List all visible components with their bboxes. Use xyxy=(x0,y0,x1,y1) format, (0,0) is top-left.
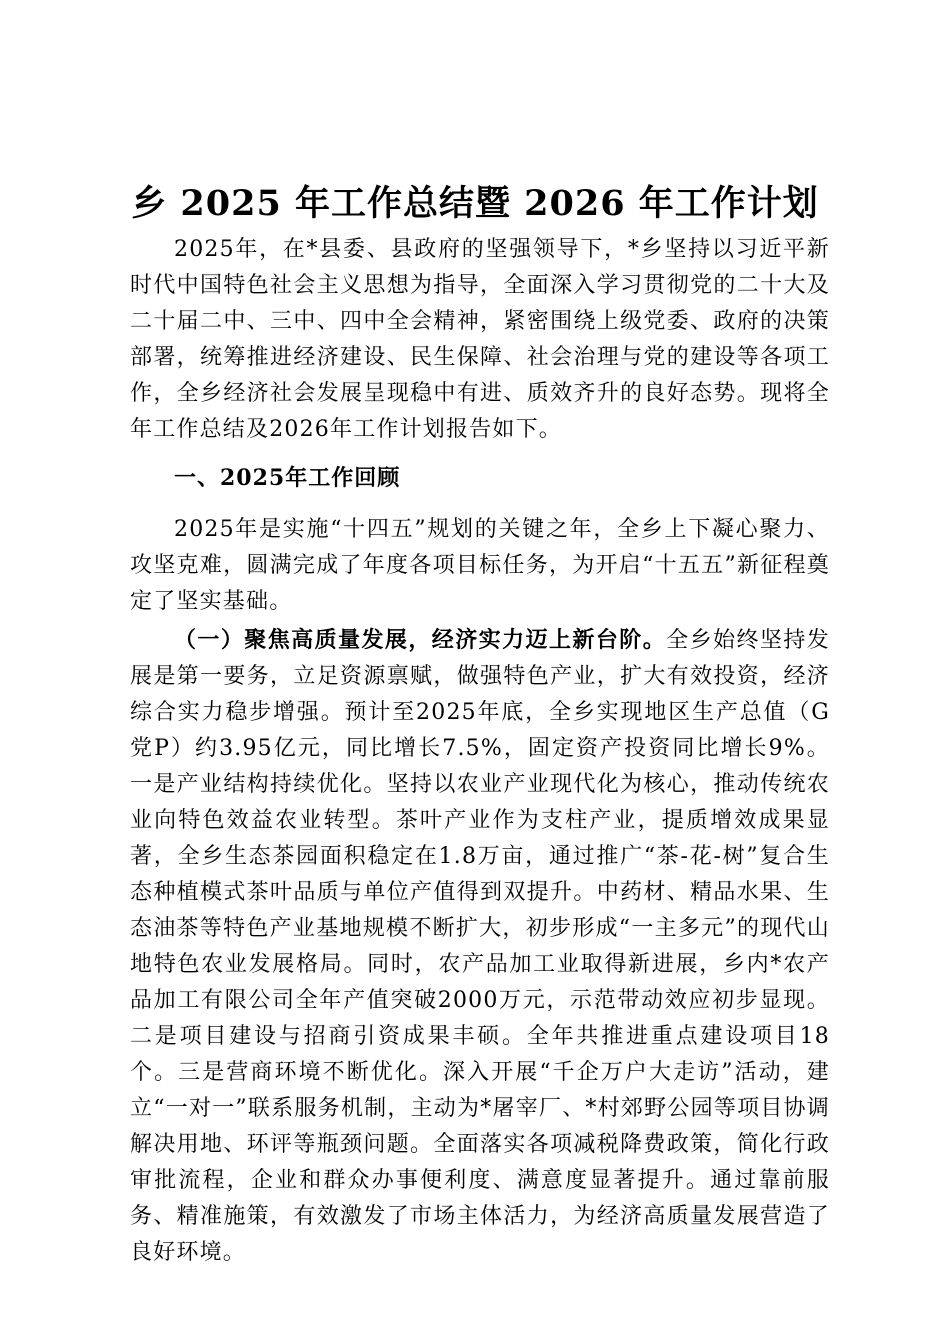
subsection-body: 全乡始终坚持发展是第一要务，立足资源禀赋，做强特色产业，扩大有效投资，经济综合实力稳步增强。预计至2025年底，全乡实现地区生产总值（G党P）约3.95亿元，同比增长7.5%，固定资产投资同比增长9%。一是产业结构持续优化。坚持以农业产业现代化为核心，推动传统农业向特色效益农业转型。茶叶产业作为支柱产业，提质增效成果显著，全乡生态茶园面积稳定在1.8万亩，通过推广“茶-花-树”复合生态种植模式茶叶品质与单位产值得到双提升。中药材、精品水果、生态油茶等特色产业基地规模不断扩大，初步形成“一主多元”的现代山地特色农业发展格局。同时，农产品加工业取得新进展，乡内*农产品加工有限公司全年产值突破2000万元，示范带动效应初步显现。二是项目建设与招商引资成果丰硕。全年共推进重点建设项目18个。三是营商环境不断优化。深入开展“千企万户大走访”活动，建立“一对一”联系服务机制，主动为*屠宰厂、*村郊野公园等项目协调解决用地、环评等瓶颈问题。全面落实各项减税降费政策，简化行政审批流程，企业和群众办事便利度、满意度显著提升。通过靠前服务、精准施策，有效激发了市场主体活力，为经济高质量发展营造了良好环境。 xyxy=(130,628,830,1265)
section-heading: 一、2025年工作回顾 xyxy=(174,465,401,491)
section-intro-paragraph: 2025年是实施“十四五”规划的关键之年，全乡上下凝心聚力、攻坚克难，圆满完成了年度各项目标任务，为开启“十五五”新征程奠定了坚实基础。 xyxy=(130,517,830,614)
intro-paragraph: 2025年，在*县委、县政府的坚强领导下，*乡坚持以习近平新时代中国特色社会主义思想为指导，全面深入学习贯彻党的二十大及二十届二中、三中、四中全会精神，紧密围绕上级党委、政府的决策部署，统筹推进经济建设、民生保障、社会治理与党的建设等各项工作，全乡经济社会发展呈现稳中有进、质效齐升的良好态势。现将全年工作总结及2026年工作计划报告如下。 xyxy=(130,237,830,442)
document-title: 乡 2025 年工作总结暨 2026 年工作计划 xyxy=(131,183,819,225)
subsection-lead: （一）聚焦高质量发展，经济实力迈上新台阶。 xyxy=(174,627,667,653)
subsection-paragraph xyxy=(130,622,830,1271)
